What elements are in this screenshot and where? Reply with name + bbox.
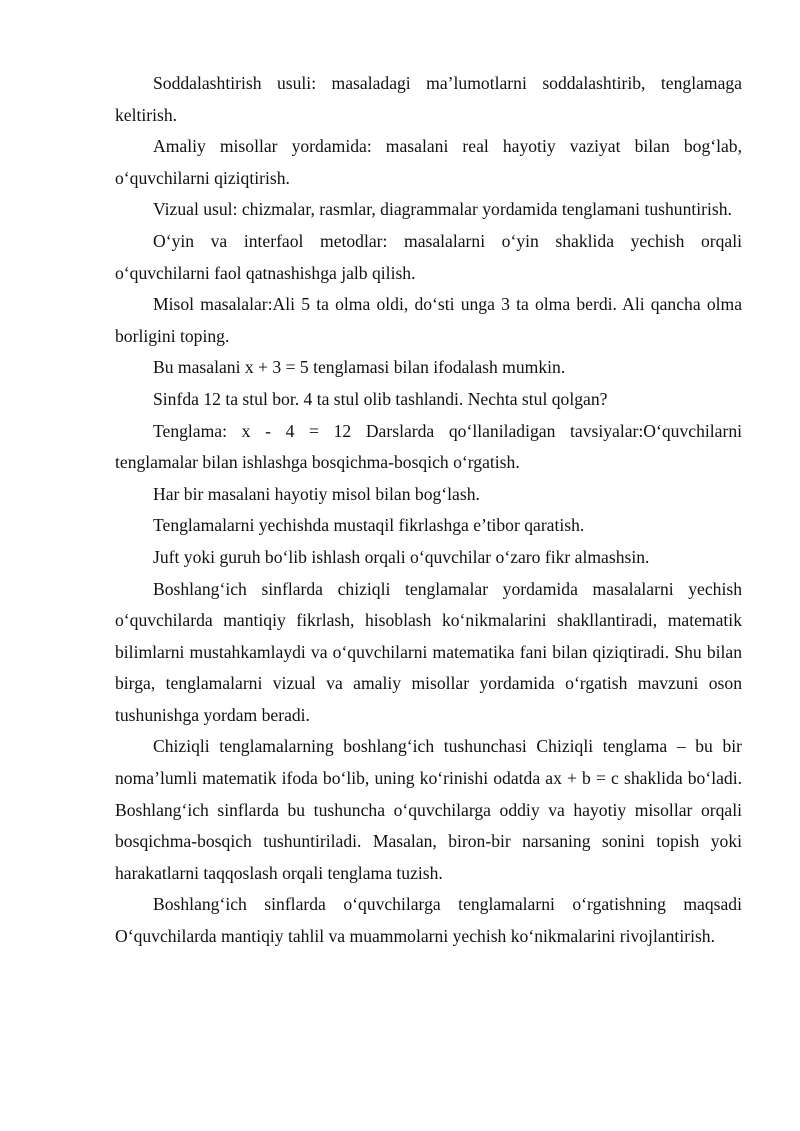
paragraph-linear-equations-benefits: Boshlang‘ich sinflarda chiziqli tenglamalar yordamida masalalarni yechish o‘quvchilarda mantiqiy fikrlash, hisoblash ko‘nikmalarini shakllantiradi, matematik bilimlarni mustahkamlaydi va o‘quvchilarni matematika fani bilan qiziqtiradi. Shu bilan birga, tenglamalarni vizual va amaliy misollar yordamida o‘rgatish mavzuni oson tushunishga yordam beradi. (115, 578, 742, 725)
paragraph-independent-thinking: Tenglamalarni yechishda mustaqil fikrlashga e’tibor qaratish. (153, 515, 585, 536)
paragraph-chairs-problem: Sinfda 12 ta stul bor. 4 ta stul olib tashlandi. Nechta stul qolgan? (153, 388, 608, 409)
paragraph-real-life-link: Har bir masalani hayotiy misol bilan bog‘lash. (153, 483, 480, 504)
paragraph-simplification-method: Soddalashtirish usuli: masaladagi ma’lumotlarni soddalashtirib, tenglamaga keltirish. (115, 73, 742, 125)
paragraph-example-problems: Misol masalalar:Ali 5 ta olma oldi, do‘sti unga 3 ta olma berdi. Ali qancha olma borligini toping. (115, 294, 742, 346)
paragraph-equation-expression: Bu masalani x + 3 = 5 tenglamasi bilan ifodalash mumkin. (153, 357, 566, 378)
paragraph-equation-recommendations: Tenglama: x - 4 = 12 Darslarda qo‘llaniladigan tavsiyalar:O‘quvchilarni tenglamalar bilan ishlashga bosqichma-bosqich o‘rgatish. (115, 420, 742, 473)
paragraph-linear-equation-concept: Chiziqli tenglamalarning boshlang‘ich tushunchasi Chiziqli tenglama – bu bir noma’lumli matematik ifoda bo‘lib, uning ko‘rinishi odatda ax + b = c shaklida bo‘ladi. Boshlang‘ich sinflarda bu tushuncha o‘quvchilarga oddiy va hayotiy misollar orqali bosqichma-bosqich tushuntiriladi. Masalan, biron-bir narsaning sonini topish yoki harakatlarni taqqoslash orqali tenglama tuzish. (115, 736, 742, 883)
paragraph-practical-examples: Amaliy misollar yordamida: masalani real hayotiy vaziyat bilan bog‘lab, o‘quvchilarni qiziqtirish. (115, 136, 742, 188)
paragraph-group-work: Juft yoki guruh bo‘lib ishlash orqali o‘quvchilar o‘zaro fikr almashsin. (153, 546, 650, 567)
paragraph-teaching-goal: Boshlang‘ich sinflarda o‘quvchilarga tenglamalarni o‘rgatishning maqsadi O‘quvchilarda mantiqiy tahlil va muammolarni yechish ko‘nikmalarini rivojlantirish. (115, 894, 742, 947)
paragraph-visual-method: Vizual usul: chizmalar, rasmlar, diagrammalar yordamida tenglamani tushuntirish. (153, 199, 732, 220)
document-page (115, 68, 742, 953)
paragraph-game-methods: O‘yin va interfaol metodlar: masalalarni o‘yin shaklida yechish orqali o‘quvchilarni faol qatnashishga jalb qilish. (115, 230, 742, 283)
